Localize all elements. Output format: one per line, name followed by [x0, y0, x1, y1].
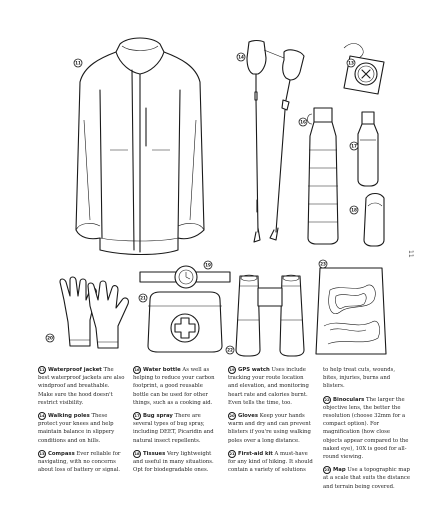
walking-poles-illustration — [247, 41, 304, 243]
jacket-illustration — [76, 38, 204, 255]
caption-binoculars: 22 Binoculars The larger the objective lens, the better the resolution (choose 32mm for a compact option). For magnification (how close objects appear compared to the naked eye), 10X is good for all-round viewing. — [323, 396, 409, 461]
map-illustration — [316, 268, 386, 354]
badge-bottle-large — [299, 118, 307, 126]
caption-column-2 — [133, 366, 220, 506]
svg-text:18: 18 — [351, 207, 357, 213]
badge-first-aid — [139, 294, 147, 302]
binoculars-illustration — [236, 275, 304, 356]
caption-bug-spray: 17 Bug spray There are several types of bug spray, including DEET, Picaridin and natural insect repellents. — [133, 413, 214, 444]
caption-map: 23 Map Use a topographic map at a scale that suits the distance and terrain being covered. — [323, 467, 410, 490]
badge-map — [319, 260, 327, 268]
captions — [38, 366, 410, 506]
caption-tissues: 18 Tissues Very lightweight and useful in many situations. Opt for biodegradable ones. — [133, 450, 214, 474]
caption-gps-watch: 19 GPS watch Uses include tracking your route location and elevation, and monitoring heart rate and calories burnt. Even tells the time, too. — [228, 367, 309, 406]
caption-walking-poles: 14 Walking poles These protect your knees and help maintain balance in slippery conditions and on hills. — [38, 413, 115, 444]
badge-spray — [350, 206, 358, 214]
gps-watch-illustration — [140, 266, 230, 288]
svg-text:11: 11 — [75, 60, 81, 66]
caption-gloves: 20 Gloves Keep your hands warm and dry and can prevent blisters if you're using walking poles over a long distance. — [228, 413, 311, 444]
svg-text:13: 13 — [348, 60, 354, 66]
spray-illustration — [364, 194, 384, 247]
caption-compass: 13 Compass Ever reliable for navigating, with no concerns about loss of battery or signal. — [38, 450, 121, 474]
badge-jacket — [74, 59, 82, 67]
badge-watch — [204, 261, 212, 269]
svg-text:14: 14 — [238, 54, 244, 60]
badge-poles — [237, 53, 245, 61]
caption-column-4 — [323, 366, 410, 506]
caption-water-bottle: 16 Water bottle As well as helping to reduce your carbon footprint, a good reusable bottle can be used for other things, such as a cooking aid. — [133, 367, 215, 406]
caption-first-aid-continued: to help treat cuts, wounds, bites, injuries, burns and blisters. — [323, 367, 396, 390]
gloves-illustration — [60, 277, 128, 348]
caption-column-3 — [228, 366, 315, 506]
badge-compass — [347, 59, 355, 67]
svg-text:21: 21 — [140, 295, 146, 301]
svg-text:16: 16 — [300, 119, 306, 125]
svg-text:22: 22 — [227, 347, 233, 353]
water-bottle-large-illustration — [308, 108, 339, 244]
badge-gloves — [46, 334, 54, 342]
svg-text:17: 17 — [351, 143, 357, 149]
caption-first-aid-kit: 21 First-aid kit A must-have for any kind of hiking. It should contain a variety of solutions — [228, 450, 313, 474]
svg-text:23: 23 — [320, 261, 326, 267]
compass-illustration — [344, 44, 384, 95]
badge-bottle-small — [350, 142, 358, 150]
caption-column-1 — [38, 366, 125, 506]
first-aid-kit-illustration — [148, 292, 222, 352]
page-number: 11 — [407, 250, 414, 258]
svg-text:19: 19 — [205, 262, 211, 268]
svg-text:20: 20 — [47, 335, 53, 341]
water-bottle-small-illustration — [358, 112, 378, 186]
badge-binoculars — [226, 346, 234, 354]
caption-jacket: 11 Waterproof jacket The best waterproof jackets are also windproof and breathable. Make sure the hood doesn't restrict visibility. — [38, 367, 125, 406]
